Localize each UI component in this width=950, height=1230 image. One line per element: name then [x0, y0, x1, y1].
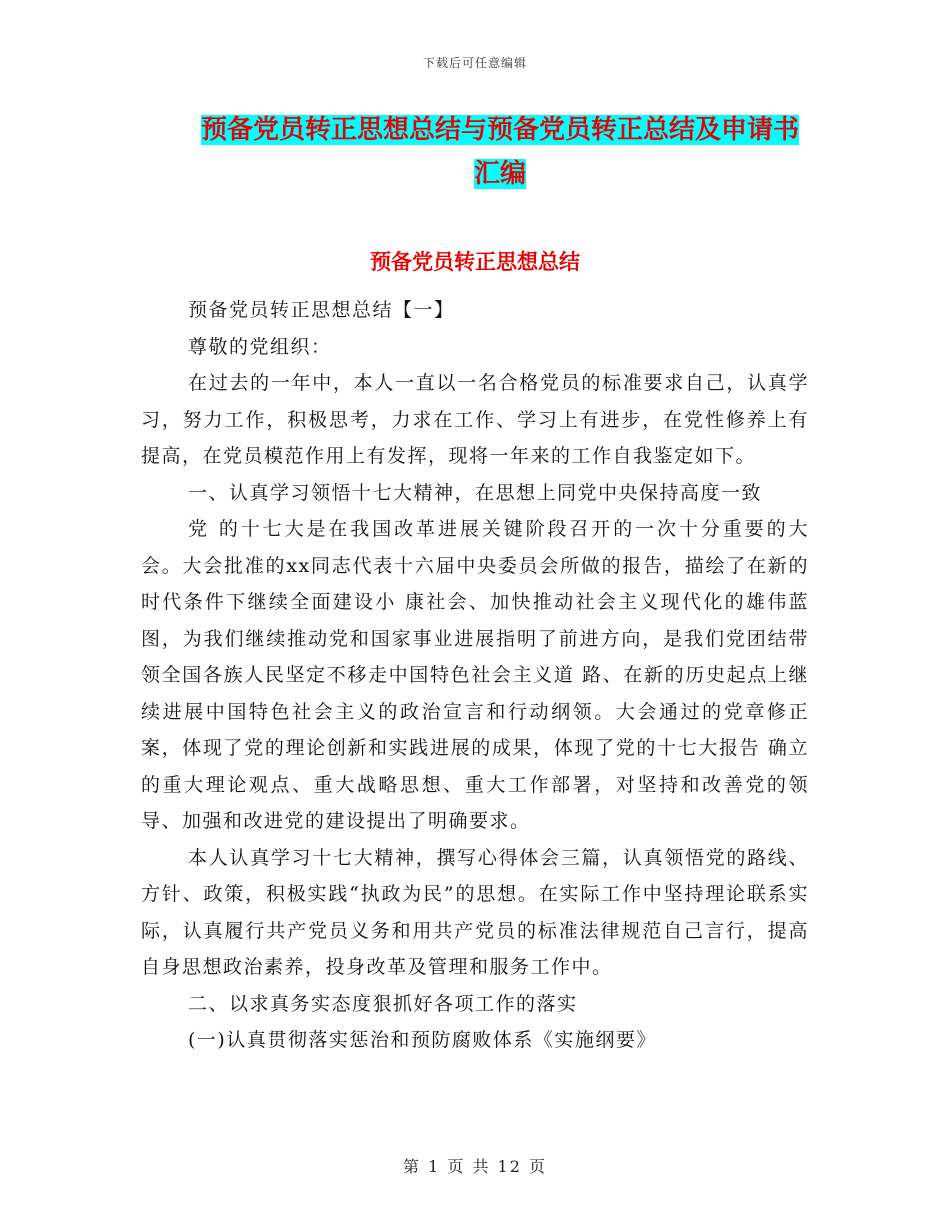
header-note: 下载后可任意编辑: [422, 56, 527, 70]
document-title: [190, 108, 810, 196]
paragraph: 在过去的一年中，本人一直以一名合格党员的标准要求自己，认真学习，努力工作，积极思考，力求在工作、学习上有进步，在党性修养上有提高，在党员模范作用上有发挥，现将一年来的工作自我鉴定如下。: [141, 372, 809, 467]
document-body: [141, 292, 809, 1059]
paragraph: 尊敬的党组织：: [188, 335, 332, 358]
page-footer: 第 1 页 共 12 页: [403, 1157, 547, 1176]
document-title-line-1: 预备党员转正思想总结与预备党员转正总结及申请书: [200, 115, 799, 145]
paragraph: 一、认真学习领悟十七大精神，在思想上同党中央保持高度一致: [188, 481, 763, 504]
section-title: 预备党员转正思想总结: [370, 250, 580, 274]
paragraph: 本人认真学习十七大精神，撰写心得体会三篇，认真领悟党的路线、方针、政策，积极实践“执政为民”的思想。在实际工作中坚持理论联系实际，认真履行共产党员义务和用共产党员的标准法律规范自己言行，提高自身思想政治素养，投身改革及管理和服务工作中。: [141, 846, 809, 978]
document-title-line-2: 汇编: [473, 159, 526, 189]
paragraph: (一)认真贯彻落实惩治和预防腐败体系《实施纲要》: [188, 1029, 657, 1051]
paragraph: 党 的十七大是在我国改革进展关键阶段召开的一次十分重要的大会。大会批准的xx同志代表十六届中央委员会所做的报告，描绘了在新的时代条件下继续全面建设小 康社会、加快推动社会主义现代化的雄伟蓝图，为我们继续推动党和国家事业进展指明了前进方向，是我们党团结带领全国各族人民坚定不移走中国特色社会主义道 路、在新的历史起点上继续进展中国特色社会主义的政治宣言和行动纲领。大会通过的党章修正案，体现了党的理论创新和实践进展的成果，体现了党的十七大报告 确立的重大理论观点、重大战略思想、重大工作部署，对坚持和改善党的领导、加强和改进党的建设提出了明确要求。: [141, 518, 809, 832]
paragraph: 预备党员转正思想总结【一】: [188, 299, 455, 321]
paragraph: 二、以求真务实态度狠抓好各项工作的落实: [188, 992, 578, 1015]
